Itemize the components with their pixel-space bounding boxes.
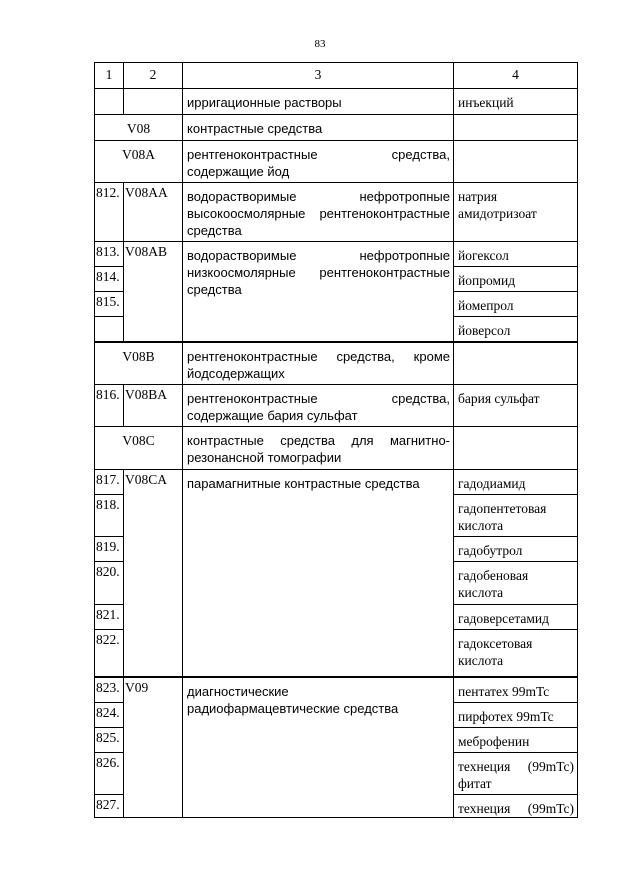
table-cell bbox=[453, 114, 578, 141]
text-line: высокоосмолярные рентгеноконтрастные bbox=[187, 206, 450, 221]
text-line: гадобутрол bbox=[458, 543, 523, 558]
text-line: меброфенин bbox=[458, 734, 530, 749]
table-cell bbox=[453, 342, 578, 385]
atc-code: V08 bbox=[94, 114, 183, 141]
row-number: 824. bbox=[94, 702, 124, 728]
row-number: 815. bbox=[94, 291, 124, 317]
text-line: пентатех 99mTc bbox=[458, 684, 550, 699]
row-number: 814. bbox=[94, 266, 124, 292]
text-line: амидотризоат bbox=[458, 206, 537, 221]
atc-code: V08AA bbox=[123, 182, 183, 242]
header-col-2: 2 bbox=[123, 62, 183, 89]
text-line: водорастворимые нефротропные bbox=[187, 189, 450, 204]
table-cell bbox=[123, 88, 183, 115]
drug-name: бария сульфат bbox=[453, 384, 578, 427]
drug-name bbox=[453, 604, 578, 630]
header-col-4: 4 bbox=[453, 62, 578, 89]
text-line: гадодиамид bbox=[458, 476, 526, 491]
drug-name bbox=[453, 536, 578, 562]
drug-name: йопромид bbox=[453, 266, 578, 292]
group-name: парамагнитные контрастные средства bbox=[182, 469, 454, 677]
text-line: гадобеновая bbox=[458, 568, 529, 583]
drug-name bbox=[453, 494, 578, 537]
drug-name: йогексол bbox=[453, 241, 578, 267]
row-number bbox=[94, 316, 124, 342]
table-cell bbox=[453, 140, 578, 183]
atc-code: V08A bbox=[94, 140, 183, 183]
text-line: диагностические bbox=[187, 684, 289, 699]
drug-name bbox=[453, 727, 578, 753]
atc-code: V09 bbox=[123, 677, 183, 818]
drug-name: йомепрол bbox=[453, 291, 578, 317]
atc-code: V08B bbox=[94, 342, 183, 385]
page-number: 83 bbox=[314, 38, 326, 50]
atc-code: V08CA bbox=[123, 469, 183, 677]
text-line: кислота bbox=[458, 585, 504, 600]
text-line: рентгеноконтрастные средства, bbox=[187, 391, 450, 406]
text-line: средства bbox=[187, 223, 242, 238]
text-line: гадоксетовая bbox=[458, 636, 533, 651]
text-line: радиофармацевтические средства bbox=[187, 701, 399, 716]
text-line: пирфотех 99mTc bbox=[458, 709, 554, 724]
drug-name bbox=[453, 794, 578, 818]
atc-code: V08BA bbox=[123, 384, 183, 427]
table-cell bbox=[453, 426, 578, 470]
table-cell bbox=[94, 88, 124, 115]
text-line: кислота bbox=[458, 653, 504, 668]
row-number: 825. bbox=[94, 727, 124, 753]
group-name bbox=[182, 182, 454, 242]
atc-code: V08C bbox=[94, 426, 183, 470]
row-number: 817. bbox=[94, 469, 124, 495]
header-col-1: 1 bbox=[94, 62, 124, 89]
text-line: контрастные средства для магнитно- bbox=[187, 433, 450, 448]
table-cell: ирригационные растворы bbox=[182, 88, 454, 115]
group-name bbox=[182, 677, 454, 818]
group-name bbox=[182, 384, 454, 427]
group-name bbox=[182, 342, 454, 385]
row-number: 821. bbox=[94, 604, 124, 630]
text-line: натрия bbox=[458, 189, 498, 204]
row-number: 823. bbox=[94, 677, 124, 703]
drug-name bbox=[453, 469, 578, 495]
group-name bbox=[182, 140, 454, 183]
table-cell: инъекций bbox=[453, 88, 578, 115]
text-line: гадоверсетамид bbox=[458, 611, 550, 626]
group-name bbox=[182, 426, 454, 470]
text-line: содержащие бария сульфат bbox=[187, 408, 358, 423]
text-line: гадопентетовая bbox=[458, 501, 547, 516]
drug-name bbox=[453, 702, 578, 728]
drug-name bbox=[453, 182, 578, 242]
row-number: 827. bbox=[94, 794, 124, 818]
text-line: средства bbox=[187, 282, 242, 297]
atc-code: V08AB bbox=[123, 241, 183, 342]
drug-name bbox=[453, 561, 578, 605]
row-number: 820. bbox=[94, 561, 124, 605]
row-number: 819. bbox=[94, 536, 124, 562]
drug-name: йоверсол bbox=[453, 316, 578, 342]
text-line: технеция (99mTc) bbox=[458, 759, 574, 774]
text-line: йодсодержащих bbox=[187, 366, 285, 381]
group-name: контрастные средства bbox=[182, 114, 454, 141]
row-number: 813. bbox=[94, 241, 124, 267]
drug-name bbox=[453, 677, 578, 703]
text-line: резонансной томографии bbox=[187, 450, 342, 465]
text-line: низкоосмолярные рентгеноконтрастные bbox=[187, 265, 450, 280]
row-number: 826. bbox=[94, 752, 124, 795]
header-col-3: 3 bbox=[182, 62, 454, 89]
text-line: кислота bbox=[458, 518, 504, 533]
row-number: 818. bbox=[94, 494, 124, 537]
text-line: рентгеноконтрастные средства, кроме bbox=[187, 349, 450, 364]
text-line: технеция (99mTc) bbox=[458, 801, 574, 816]
row-number: 816. bbox=[94, 384, 124, 427]
drug-name bbox=[453, 752, 578, 795]
text-line: содержащие йод bbox=[187, 164, 290, 179]
text-line: фитат bbox=[458, 776, 492, 791]
drug-name bbox=[453, 629, 578, 677]
row-number: 822. bbox=[94, 629, 124, 677]
text-line: водорастворимые нефротропные bbox=[187, 248, 450, 263]
text-line: рентгеноконтрастные средства, bbox=[187, 147, 450, 162]
row-number: 812. bbox=[94, 182, 124, 242]
group-name bbox=[182, 241, 454, 342]
